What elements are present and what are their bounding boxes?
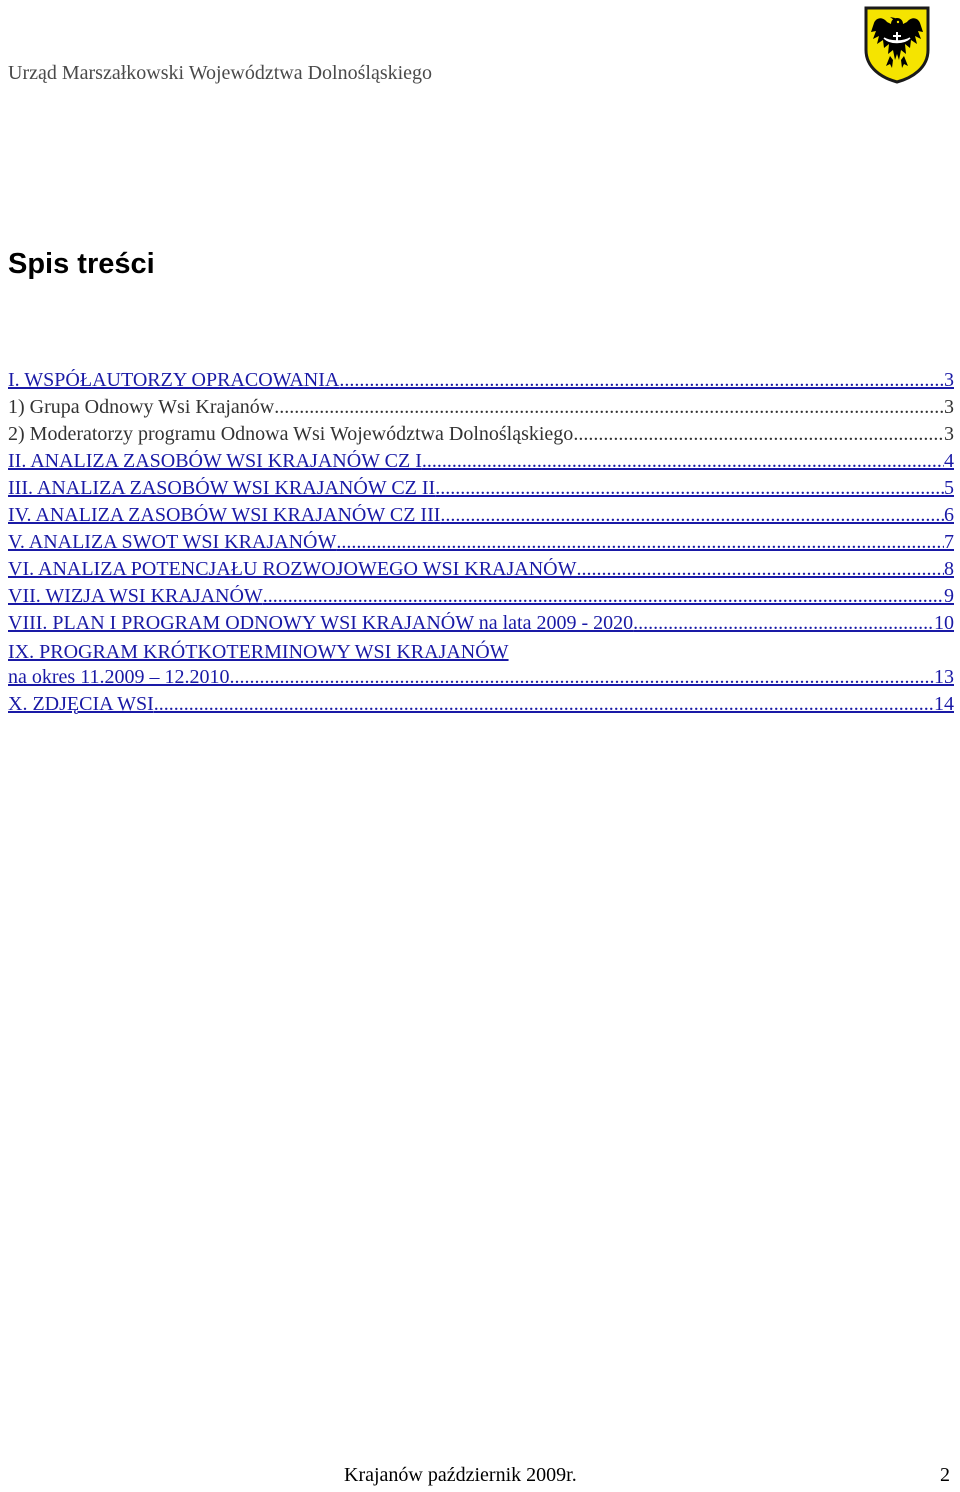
toc-title: Spis treści [8, 248, 155, 280]
toc-entry-page: 3 [944, 369, 954, 391]
toc-leader-dots [576, 558, 944, 581]
toc-entry-analiza-cz-3[interactable] [8, 504, 954, 531]
toc-entry-label: VI. ANALIZA POTENCJAŁU ROZWOJOWEGO WSI KRAJANÓW [8, 558, 577, 580]
toc-entry-page: 9 [944, 585, 954, 607]
toc-entry-label: I. WSPÓŁAUTORZY OPRACOWANIA [8, 369, 340, 391]
toc-entry-grupa-odnowy[interactable] [8, 396, 954, 423]
toc-entry-label: VII. WIZJA WSI KRAJANÓW [8, 585, 263, 607]
toc-leader-dots [573, 423, 944, 446]
toc-entry-label: 1) Grupa Odnowy Wsi Krajanów [8, 396, 275, 418]
page-number: 2 [940, 1464, 950, 1486]
toc-entry-plan-program[interactable] [8, 612, 954, 639]
footer-text: Krajanów październik 2009r. [344, 1464, 577, 1486]
toc-leader-dots [229, 666, 934, 689]
toc-entry-swot[interactable] [8, 531, 954, 558]
lower-silesia-coat-of-arms-icon [862, 4, 932, 84]
toc-leader-dots [633, 612, 934, 635]
toc-entry-page: 6 [944, 504, 954, 526]
institution-header: Urząd Marszałkowski Województwa Dolnośląskiego [8, 62, 433, 84]
toc-entry-page: 14 [934, 693, 954, 715]
toc-entry-label: V. ANALIZA SWOT WSI KRAJANÓW [8, 531, 337, 553]
toc-entry-label: II. ANALIZA ZASOBÓW WSI KRAJANÓW CZ I [8, 450, 422, 472]
toc-entry-page: 3 [944, 396, 954, 418]
toc-entry-label: X. ZDJĘCIA WSI [8, 693, 154, 715]
toc-entry-page: 10 [934, 612, 954, 634]
toc-entry-label: 2) Moderatorzy programu Odnowa Wsi Województwa Dolnośląskiego [8, 423, 574, 445]
toc-entry-label: III. ANALIZA ZASOBÓW WSI KRAJANÓW CZ II [8, 477, 436, 499]
toc-leader-dots [154, 693, 934, 716]
toc-leader-dots [339, 369, 944, 392]
toc-entry-page: 7 [944, 531, 954, 553]
toc-entry-page: 4 [944, 450, 954, 472]
toc-leader-dots [274, 396, 944, 419]
toc-entry-analiza-cz-2[interactable] [8, 477, 954, 504]
toc-entry-zdjecia[interactable] [8, 693, 954, 720]
toc-leader-dots [435, 477, 944, 500]
toc-entry-potencjal[interactable] [8, 558, 954, 585]
toc-leader-dots [336, 531, 944, 554]
toc-entry-wspolautorzy[interactable] [8, 369, 954, 396]
toc-entry-wizja[interactable] [8, 585, 954, 612]
toc-entry-label: IX. PROGRAM KRÓTKOTERMINOWY WSI KRAJANÓW [8, 641, 509, 663]
toc-entry-page: 8 [944, 558, 954, 580]
toc-entry-program-krotkoterminowy[interactable] [8, 639, 954, 693]
toc-entry-label-continued: na okres 11.2009 – 12.2010 [8, 666, 230, 688]
table-of-contents [8, 369, 954, 720]
toc-entry-label: IV. ANALIZA ZASOBÓW WSI KRAJANÓW CZ III [8, 504, 441, 526]
toc-entry-moderatorzy[interactable] [8, 423, 954, 450]
toc-entry-page: 13 [934, 666, 954, 688]
toc-leader-dots [440, 504, 944, 527]
toc-leader-dots [263, 585, 944, 608]
toc-leader-dots [422, 450, 944, 473]
toc-entry-label: VIII. PLAN I PROGRAM ODNOWY WSI KRAJANÓW na lata 2009 - 2020 [8, 612, 634, 634]
toc-entry-analiza-cz-1[interactable] [8, 450, 954, 477]
toc-entry-page: 3 [944, 423, 954, 445]
toc-entry-page: 5 [944, 477, 954, 499]
